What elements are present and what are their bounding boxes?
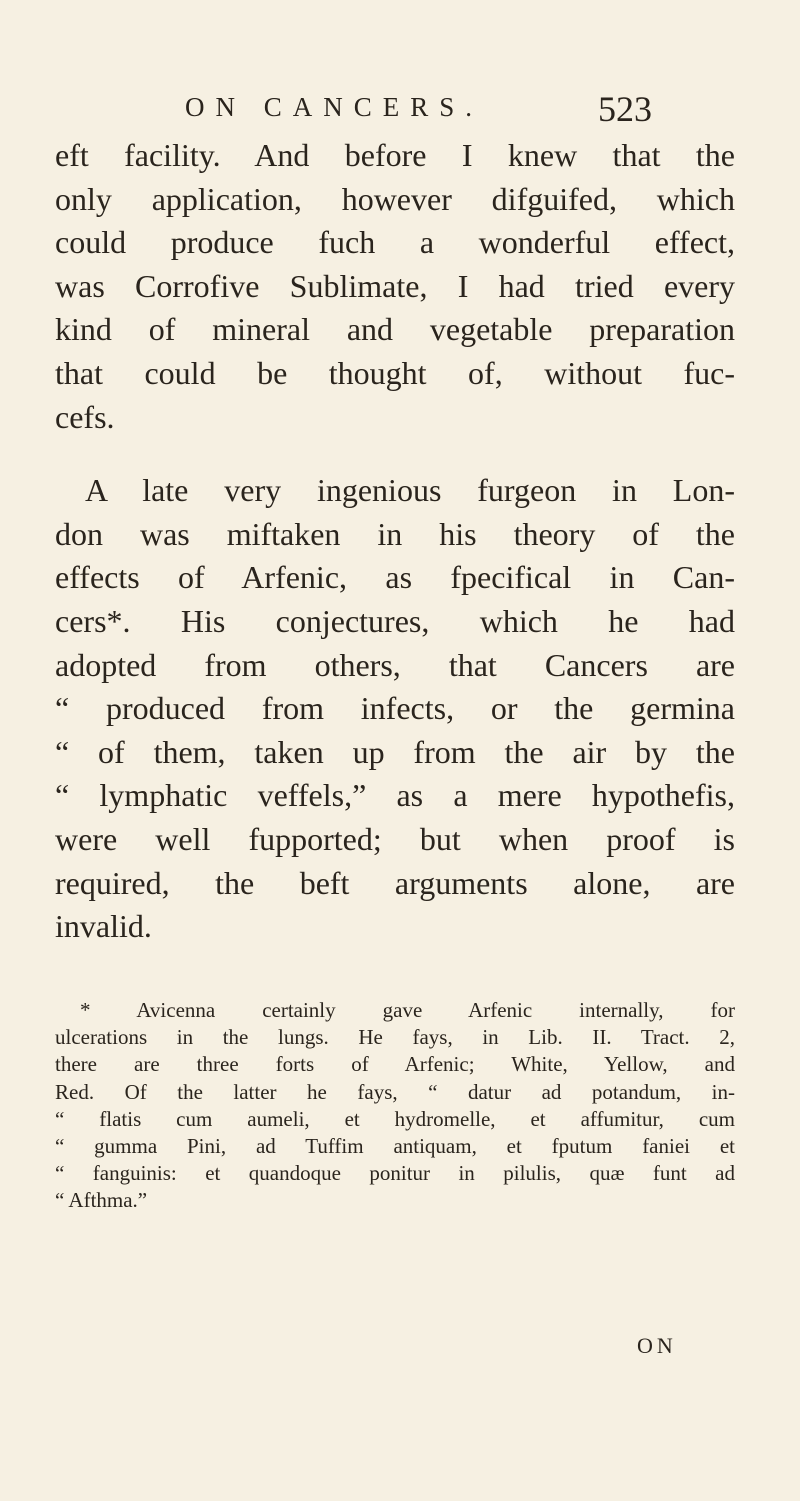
footnote-line: there are three forts of Arfenic; White, Yellow, and bbox=[55, 1052, 735, 1077]
text-line: could produce fuch a wonderful effect, bbox=[55, 224, 735, 261]
footnote-line: “ Afthma.” bbox=[55, 1188, 148, 1213]
footnote bbox=[55, 997, 735, 1215]
text-line: that could be thought of, without fuc- bbox=[55, 354, 735, 391]
text-line: A late very ingenious furgeon in Lon- bbox=[85, 472, 735, 509]
text-line: “ produced from infects, or the germina bbox=[55, 690, 735, 727]
text-line: was Corrofive Sublimate, I had tried every bbox=[55, 267, 735, 304]
text-line: don was miftaken in his theory of the bbox=[55, 515, 735, 552]
text-line: adopted from others, that Cancers are bbox=[55, 646, 735, 683]
footnote-line: Red. Of the latter he fays, “ datur ad potandum, in- bbox=[55, 1079, 735, 1104]
catchword: ON bbox=[637, 1333, 677, 1358]
text-line: were well fupported; but when proof is bbox=[55, 820, 735, 857]
text-line: eft facility. And before I knew that the bbox=[55, 137, 735, 173]
text-line: cers*. His conjectures, which he had bbox=[55, 602, 735, 639]
footnote-line: ulcerations in the lungs. He fays, in Lib. II. Tract. 2, bbox=[55, 1025, 735, 1050]
footnote-line: * Avicenna certainly gave Arfenic internally, for bbox=[80, 998, 735, 1022]
text-line: “ of them, taken up from the air by the bbox=[55, 733, 735, 770]
text-line: kind of mineral and vegetable preparation bbox=[55, 311, 735, 348]
text-line: “ lymphatic veffels,” as a mere hypothefis, bbox=[55, 777, 735, 814]
paragraph-break bbox=[55, 439, 735, 469]
text-line: only application, however difguifed, which bbox=[55, 180, 735, 217]
text-line: effects of Arfenic, as fpecifical in Can- bbox=[55, 559, 735, 596]
footnote-line: “ gumma Pini, ad Tuffim antiquam, et fputum faniei et bbox=[55, 1133, 735, 1158]
body-text bbox=[55, 134, 735, 949]
footnote-line: “ flatis cum aumeli, et hydromelle, et affumitur, cum bbox=[55, 1106, 735, 1131]
text-line: cefs. bbox=[55, 398, 115, 435]
text-line: required, the beft arguments alone, are bbox=[55, 864, 735, 901]
running-head: ON CANCERS. bbox=[185, 92, 484, 122]
footnote-line: “ fanguinis: et quandoque ponitur in pilulis, quæ funt ad bbox=[55, 1161, 735, 1186]
page-number: 523 bbox=[598, 89, 652, 129]
text-line: invalid. bbox=[55, 908, 152, 945]
